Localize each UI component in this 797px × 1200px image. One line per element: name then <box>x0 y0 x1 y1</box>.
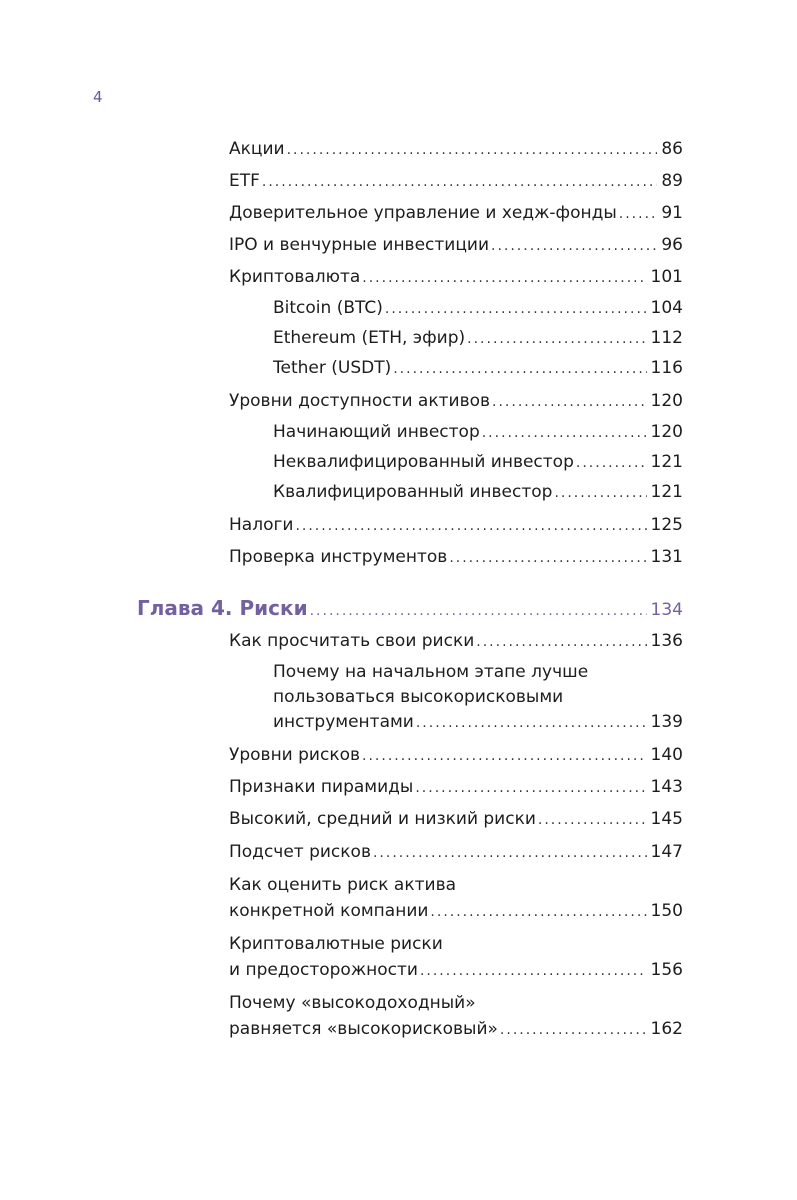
toc-entry-title: Проверка инструментов <box>229 547 448 567</box>
dot-leader <box>538 809 647 831</box>
toc-entry-line: Почему «высокодоходный» <box>229 993 476 1013</box>
dot-leader <box>500 1019 647 1041</box>
toc-entry[interactable] <box>229 808 683 831</box>
dot-leader <box>415 777 646 799</box>
dot-leader <box>430 901 646 923</box>
dot-leader <box>262 171 657 193</box>
dot-leader <box>420 960 647 982</box>
toc-entry-title: Уровни рисков <box>229 745 361 765</box>
dot-leader <box>619 203 658 225</box>
toc-entry-page: 140 <box>650 745 683 765</box>
toc-entry[interactable] <box>229 390 683 413</box>
toc-entry[interactable] <box>229 266 683 289</box>
toc-entry[interactable] <box>229 170 683 193</box>
toc-entry[interactable] <box>229 959 683 982</box>
toc-entry[interactable] <box>229 138 683 161</box>
toc-entry[interactable] <box>229 744 683 767</box>
toc-entry-page: 156 <box>650 960 683 980</box>
toc-entry[interactable] <box>229 234 683 257</box>
toc-entry-page: 101 <box>650 267 683 287</box>
toc-entry-page: 143 <box>650 777 683 797</box>
dot-leader <box>482 422 647 444</box>
dot-leader <box>416 712 647 734</box>
toc-entry-page: 89 <box>661 171 683 191</box>
toc-entry-page: 150 <box>650 901 683 921</box>
toc-subentry-line: пользоваться высокорисковыми <box>273 687 564 707</box>
toc-subentry[interactable] <box>273 421 683 444</box>
toc-entry-title: Признаки пирамиды <box>229 777 414 797</box>
toc-entry[interactable] <box>229 776 683 799</box>
toc-entry-line: Как оценить риск актива <box>229 875 457 895</box>
dot-leader <box>467 328 646 350</box>
dot-leader <box>393 358 646 380</box>
toc-subentry[interactable] <box>273 297 683 320</box>
toc-entry-page: 86 <box>661 139 683 159</box>
toc-entry-page: 131 <box>650 547 683 567</box>
toc-entry-title: Квалифицированный инвестор <box>273 482 553 502</box>
toc-entry[interactable] <box>229 841 683 864</box>
toc-entry-page: 120 <box>650 391 683 411</box>
toc-entry[interactable] <box>229 546 683 569</box>
toc-entry-title: и предосторожности <box>229 960 418 980</box>
toc-chapter[interactable] <box>137 597 683 622</box>
toc-entry-page: 104 <box>650 298 683 318</box>
toc-entry[interactable] <box>229 514 683 537</box>
toc-entry-page: 91 <box>661 203 683 223</box>
toc-entry-page: 145 <box>650 809 683 829</box>
dot-leader <box>310 600 647 622</box>
toc-subentry[interactable] <box>273 481 683 504</box>
toc-entry-page: 136 <box>650 631 683 651</box>
toc-chapter-title: Глава 4. Риски <box>137 596 308 620</box>
toc-entry-page: 139 <box>650 712 683 732</box>
toc-subentry-line: Почему на начальном этапе лучше <box>273 662 589 682</box>
toc-entry[interactable] <box>229 630 683 653</box>
toc-entry-title: Высокий, средний и низкий риски <box>229 809 536 829</box>
toc-entry-page: 112 <box>650 328 683 348</box>
dot-leader <box>449 547 646 569</box>
toc-entry-page: 147 <box>650 842 683 862</box>
dot-leader <box>385 298 647 320</box>
toc-entry-title: ETF <box>229 171 260 191</box>
toc-entry-title: Как просчитать свои риски <box>229 631 475 651</box>
toc-subentry[interactable] <box>273 451 683 474</box>
dot-leader <box>295 515 646 537</box>
toc-entry-line: Криптовалютные риски <box>229 934 443 954</box>
toc-subentry[interactable] <box>273 357 683 380</box>
dot-leader <box>491 235 657 257</box>
dot-leader <box>362 267 646 289</box>
dot-leader <box>576 452 647 474</box>
toc-entry-page: 96 <box>661 235 683 255</box>
toc-entry-title: Доверительное управление и хедж-фонды <box>229 203 617 223</box>
toc-entry-title: IPO и венчурные инвестиции <box>229 235 489 255</box>
toc-entry-title: Уровни доступности активов <box>229 391 491 411</box>
toc-entry-title: Криптовалюта <box>229 267 361 287</box>
dot-leader <box>492 391 647 413</box>
toc-entry-title: Акции <box>229 139 285 159</box>
toc-subentry[interactable] <box>273 327 683 350</box>
toc-entry[interactable] <box>229 900 683 923</box>
toc-entry-page: 121 <box>650 452 683 472</box>
dot-leader <box>287 139 658 161</box>
page-number: 4 <box>93 88 103 106</box>
toc-chapter-page: 134 <box>650 600 683 620</box>
toc-entry-page: 162 <box>650 1019 683 1039</box>
toc-entry-title: инструментами <box>273 712 414 732</box>
toc-entry-page: 116 <box>650 358 683 378</box>
dot-leader <box>362 745 647 767</box>
toc-entry-title: равняется «высокорисковый» <box>229 1019 498 1039</box>
dot-leader <box>373 842 647 864</box>
toc-entry-page: 125 <box>650 515 683 535</box>
toc-entry-page: 120 <box>650 422 683 442</box>
toc-entry-title: Налоги <box>229 515 294 535</box>
toc-entry[interactable] <box>229 1018 683 1041</box>
toc-entry-title: Bitcoin (BTC) <box>273 298 383 318</box>
dot-leader <box>554 482 646 504</box>
toc-entry-title: Начинающий инвестор <box>273 422 480 442</box>
toc-entry-title: Tether (USDT) <box>273 358 392 378</box>
toc-entry-title: Неквалифицированный инвестор <box>273 452 574 472</box>
toc-entry-page: 121 <box>650 482 683 502</box>
toc-entry-title: Подсчет рисков <box>229 842 371 862</box>
dot-leader <box>476 631 646 653</box>
toc-entry-title: конкретной компании <box>229 901 429 921</box>
toc-subentry[interactable] <box>273 711 683 734</box>
toc-entry-title: Ethereum (ETH, эфир) <box>273 328 466 348</box>
toc-entry[interactable] <box>229 202 683 225</box>
